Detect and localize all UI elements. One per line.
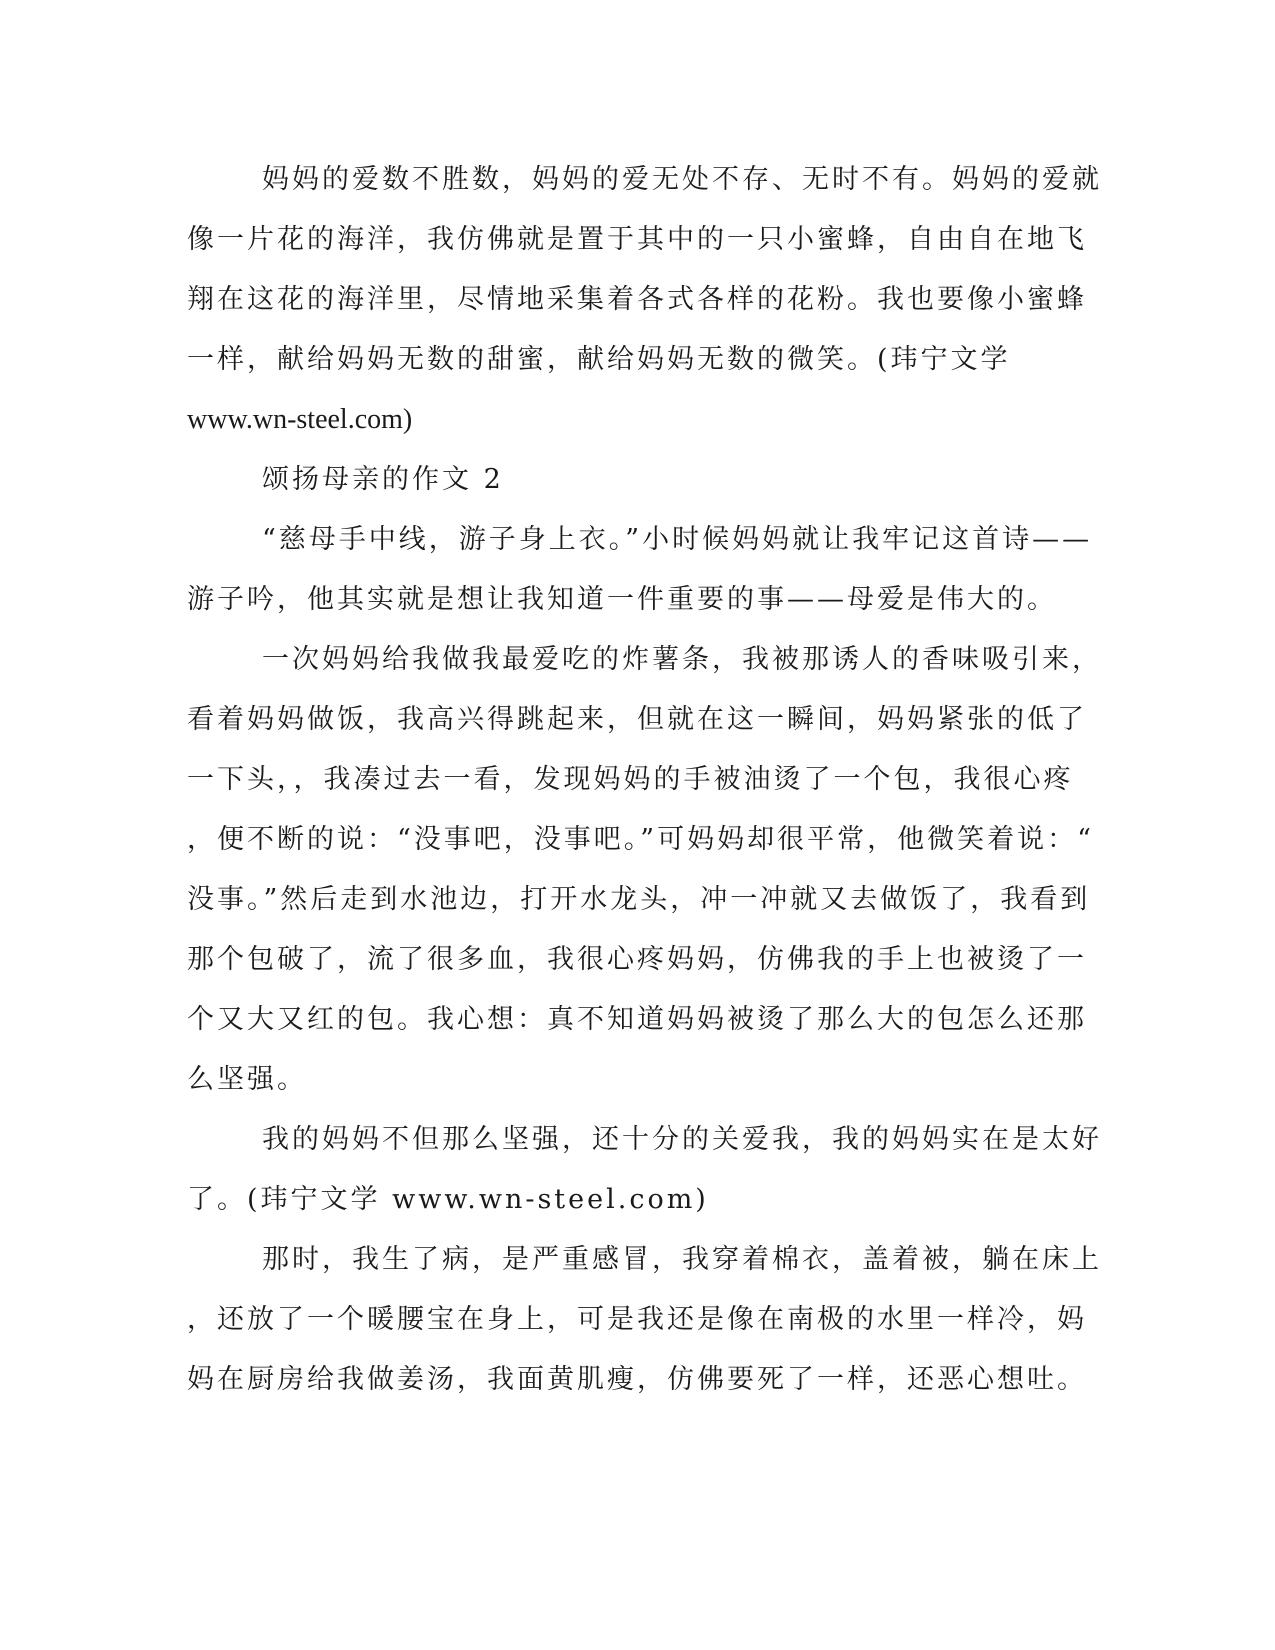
text-line: 没事。”然后走到水池边，打开水龙头，冲一冲就又去做饭了，我看到 bbox=[187, 884, 1091, 915]
text-line: 妈在厨房给我做姜汤，我面黄肌瘦，仿佛要死了一样，还恶心想吐。 bbox=[187, 1364, 1087, 1395]
source-link-text: www.wn-steel.com) bbox=[187, 404, 413, 435]
text-line: 一下头，，我凑过去一看，发现妈妈的手被油烫了一个包，我很心疼 bbox=[187, 764, 1074, 795]
text-line: 一次妈妈给我做我最爱吃的炸薯条，我被那诱人的香味吸引来， bbox=[262, 644, 1102, 675]
text-line: 那时，我生了病，是严重感冒，我穿着棉衣，盖着被，躺在床上 bbox=[262, 1244, 1102, 1275]
text-line: 了。(玮宁文学 www.wn-steel.com) bbox=[187, 1184, 709, 1215]
text-line: 我的妈妈不但那么坚强，还十分的关爱我，我的妈妈实在是太好 bbox=[262, 1124, 1102, 1155]
text-line: ，便不断的说：“没事吧，没事吧。”可妈妈却很平常，他微笑着说：“ bbox=[187, 824, 1094, 855]
text-line: 妈妈的爱数不胜数，妈妈的爱无处不存、无时不有。妈妈的爱就 bbox=[262, 164, 1102, 195]
text-line: 一样，献给妈妈无数的甜蜜，献给妈妈无数的微笑。(玮宁文学 bbox=[187, 344, 1011, 375]
text-line: ，还放了一个暖腰宝在身上，可是我还是像在南极的水里一样冷，妈 bbox=[187, 1304, 1087, 1335]
text-line: 像一片花的海洋，我仿佛就是置于其中的一只小蜜蜂，自由自在地飞 bbox=[187, 224, 1087, 255]
text-line: 看着妈妈做饭，我高兴得跳起来，但就在这一瞬间，妈妈紧张的低了 bbox=[187, 704, 1087, 735]
text-line: “慈母手中线，游子身上衣。”小时候妈妈就让我牢记这首诗—— bbox=[262, 524, 1093, 555]
section-heading: 颂扬母亲的作文 2 bbox=[262, 464, 504, 495]
text-line: 翔在这花的海洋里，尽情地采集着各式各样的花粉。我也要像小蜜蜂 bbox=[187, 284, 1087, 315]
text-line: 游子吟，他其实就是想让我知道一件重要的事——母爱是伟大的。 bbox=[187, 584, 1057, 615]
text-line: 那个包破了，流了很多血，我很心疼妈妈，仿佛我的手上也被烫了一 bbox=[187, 944, 1087, 975]
text-line: 么坚强。 bbox=[187, 1064, 307, 1095]
text-line: 个又大又红的包。我心想：真不知道妈妈被烫了那么大的包怎么还那 bbox=[187, 1004, 1087, 1035]
